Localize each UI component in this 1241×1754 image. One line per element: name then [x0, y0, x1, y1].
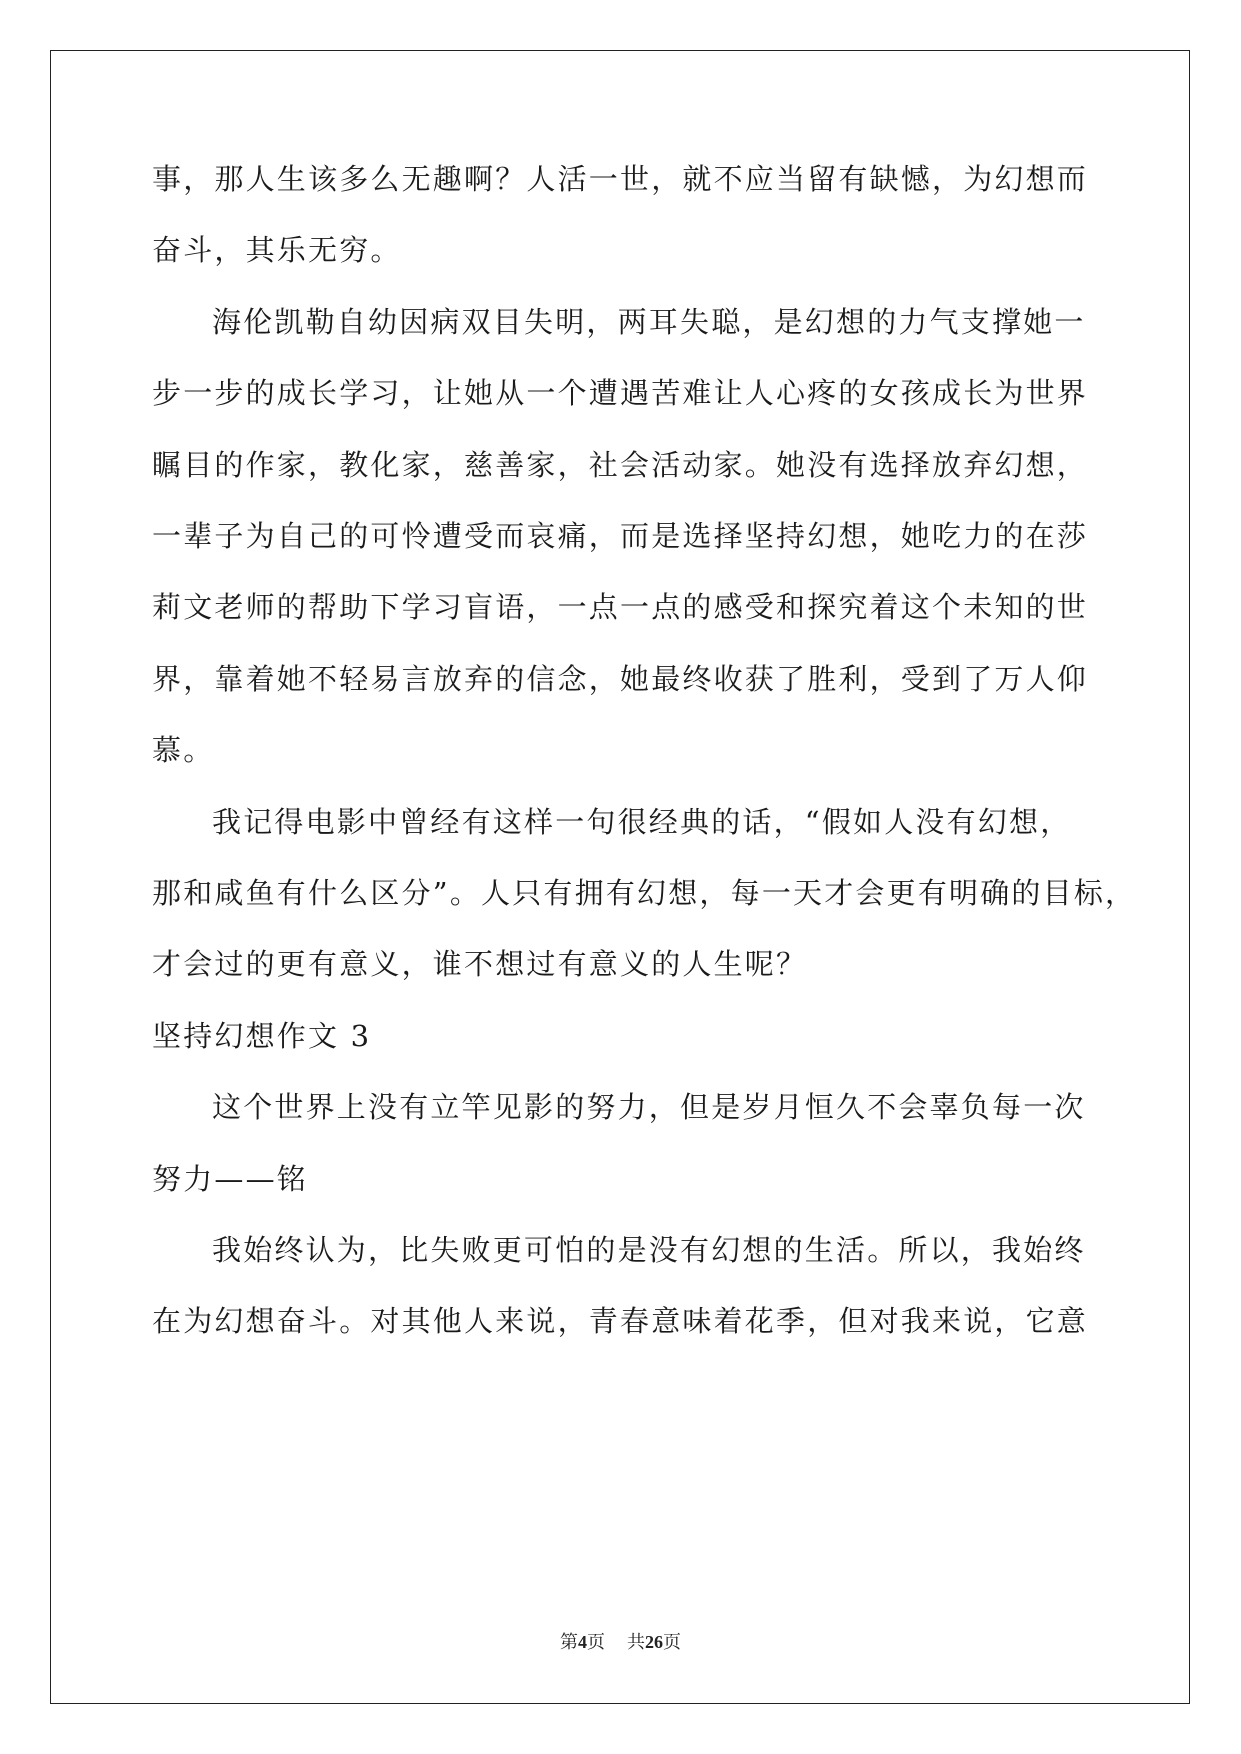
text-line: 我记得电影中曾经有这样一句很经典的话，“假如人没有幻想，: [212, 804, 1072, 839]
text-line: 才会过的更有意义，谁不想过有意义的人生呢？: [152, 947, 808, 982]
text-line: 事，那人生该多么无趣啊？人活一世，就不应当留有缺憾，为幻想而: [152, 162, 1089, 196]
total-pages: 26: [645, 1632, 663, 1652]
total-prefix: 共: [627, 1632, 645, 1653]
page-prefix: 第: [560, 1632, 578, 1653]
page-footer: [0, 1628, 1241, 1654]
text-line: 海伦凯勒自幼因病双目失明，两耳失聪，是幻想的力气支撑她一: [212, 304, 1086, 339]
text-line: 努力——铭: [152, 1161, 309, 1196]
text-line: 界，靠着她不轻易言放弃的信念，她最终收获了胜利，受到了万人仰: [152, 661, 1089, 696]
page-number: 4: [578, 1632, 587, 1652]
text-line: 那和咸鱼有什么区分”。人只有拥有幻想，每一天才会更有明确的目标，: [152, 876, 1137, 910]
text-line: 慕。: [152, 733, 215, 768]
text-line: 我始终认为，比失败更可怕的是没有幻想的生活。所以，我始终: [212, 1233, 1086, 1267]
text-line: 步一步的成长学习，让她从一个遭遇苦难让人心疼的女孩成长为世界: [152, 376, 1089, 411]
text-line: 这个世界上没有立竿见影的努力，但是岁月恒久不会辜负每一次: [212, 1090, 1086, 1125]
section-heading: 坚持幻想作文 3: [152, 1018, 372, 1053]
text-line: 在为幻想奋斗。对其他人来说，青春意味着花季，但对我来说，它意: [152, 1304, 1089, 1339]
page-suffix: 页: [587, 1632, 605, 1653]
text-line: 一辈子为自己的可怜遭受而哀痛，而是选择坚持幻想，她吃力的在莎: [152, 519, 1089, 553]
total-suffix: 页: [663, 1632, 681, 1653]
text-line: 瞩目的作家，教化家，慈善家，社会活动家。她没有选择放弃幻想，: [152, 447, 1089, 482]
text-line: 奋斗，其乐无穷。: [152, 233, 402, 268]
text-line: 莉文老师的帮助下学习盲语，一点一点的感受和探究着这个未知的世: [152, 590, 1089, 625]
